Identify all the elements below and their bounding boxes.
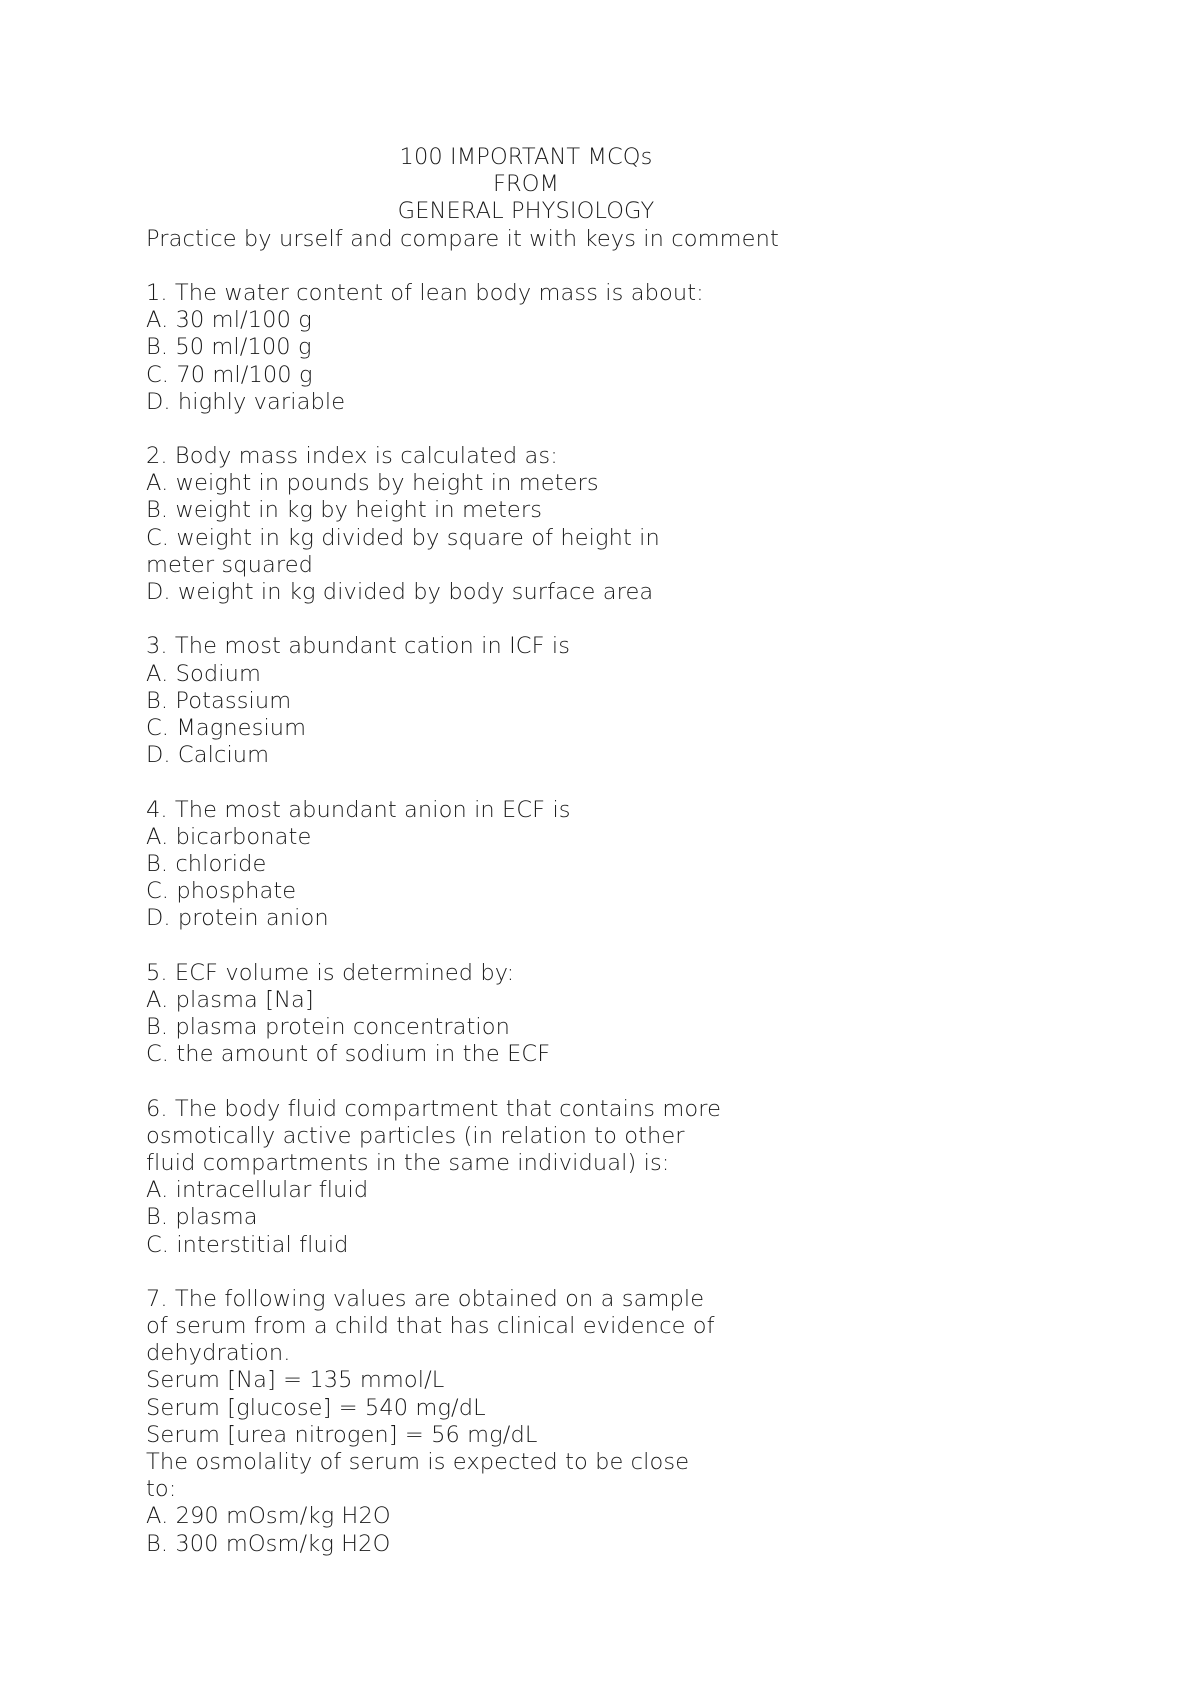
document-title <box>146 144 906 226</box>
question-block <box>146 443 1106 606</box>
answer-option: meter squared <box>146 551 314 578</box>
question-stem-line: osmotically active particles (in relation to other <box>146 1122 685 1149</box>
answer-option: C. weight in kg divided by square of height in <box>146 524 660 551</box>
document-page <box>146 144 1106 1558</box>
answer-option: B. plasma protein concentration <box>146 1014 511 1040</box>
answer-option: A. 30 ml/100 g <box>146 307 312 334</box>
answer-option: A. bicarbonate <box>146 823 312 850</box>
answer-option: A. 290 mOsm/kg H2O <box>146 1503 391 1530</box>
title-line: 100 IMPORTANT MCQs <box>399 144 653 170</box>
question-block <box>146 633 1106 769</box>
question-stem-line: Serum [glucose] = 540 mg/dL <box>146 1394 486 1421</box>
question-stem-line: 6. The body fluid compartment that contains more <box>146 1095 722 1122</box>
answer-option: C. Magnesium <box>146 714 307 741</box>
question-stem-line: 5. ECF volume is determined by: <box>146 959 515 986</box>
answer-option: C. phosphate <box>146 878 297 905</box>
answer-option: C. the amount of sodium in the ECF <box>146 1041 551 1068</box>
answer-option: B. Potassium <box>146 687 292 714</box>
answer-option: B. weight in kg by height in meters <box>146 497 543 524</box>
answer-option: C. 70 ml/100 g <box>146 361 313 388</box>
question-stem-line: fluid compartments in the same individual) is: <box>146 1149 670 1176</box>
question-block <box>146 1096 1106 1259</box>
question-stem-line: 2. Body mass index is calculated as: <box>146 443 558 470</box>
question-stem-line: to: <box>146 1476 177 1503</box>
answer-option: A. plasma [Na] <box>146 986 314 1013</box>
question-block <box>146 1286 1106 1558</box>
answer-option: D. protein anion <box>146 905 329 932</box>
question-block <box>146 797 1106 933</box>
answer-option: D. highly variable <box>146 388 346 415</box>
question-stem-line: 4. The most abundant anion in ECF is <box>146 796 571 823</box>
answer-option: B. 300 mOsm/kg H2O <box>146 1530 391 1557</box>
answer-option: B. chloride <box>146 850 267 877</box>
answer-option: C. interstitial fluid <box>146 1231 349 1258</box>
question-stem-line: The osmolality of serum is expected to be close <box>146 1449 690 1475</box>
answer-option: B. plasma <box>146 1204 258 1231</box>
question-stem-line: Serum [urea nitrogen] = 56 mg/dL <box>146 1421 538 1448</box>
question-block <box>146 280 1106 416</box>
intro-text: Practice by urself and compare it with keys in comment <box>146 225 779 252</box>
question-stem-line: dehydration. <box>146 1340 291 1367</box>
question-stem-line: Serum [Na] = 135 mmol/L <box>146 1367 445 1394</box>
answer-option: D. weight in kg divided by body surface area <box>146 579 654 605</box>
answer-option: A. intracellular fluid <box>146 1177 369 1204</box>
title-line: GENERAL PHYSIOLOGY <box>397 198 655 225</box>
question-stem-line: 7. The following values are obtained on a sample <box>146 1285 705 1312</box>
question-stem-line: of serum from a child that has clinical evidence of <box>146 1313 715 1340</box>
question-stem-line: 3. The most abundant cation in ICF is <box>146 633 571 660</box>
question-stem-line: 1. The water content of lean body mass is about: <box>146 279 704 306</box>
title-line: FROM <box>492 171 560 198</box>
question-block <box>146 960 1106 1069</box>
answer-option: D. Calcium <box>146 742 270 769</box>
answer-option: A. weight in pounds by height in meters <box>146 470 599 497</box>
question-list <box>146 280 1106 1558</box>
answer-option: A. Sodium <box>146 660 261 687</box>
answer-option: B. 50 ml/100 g <box>146 334 312 361</box>
